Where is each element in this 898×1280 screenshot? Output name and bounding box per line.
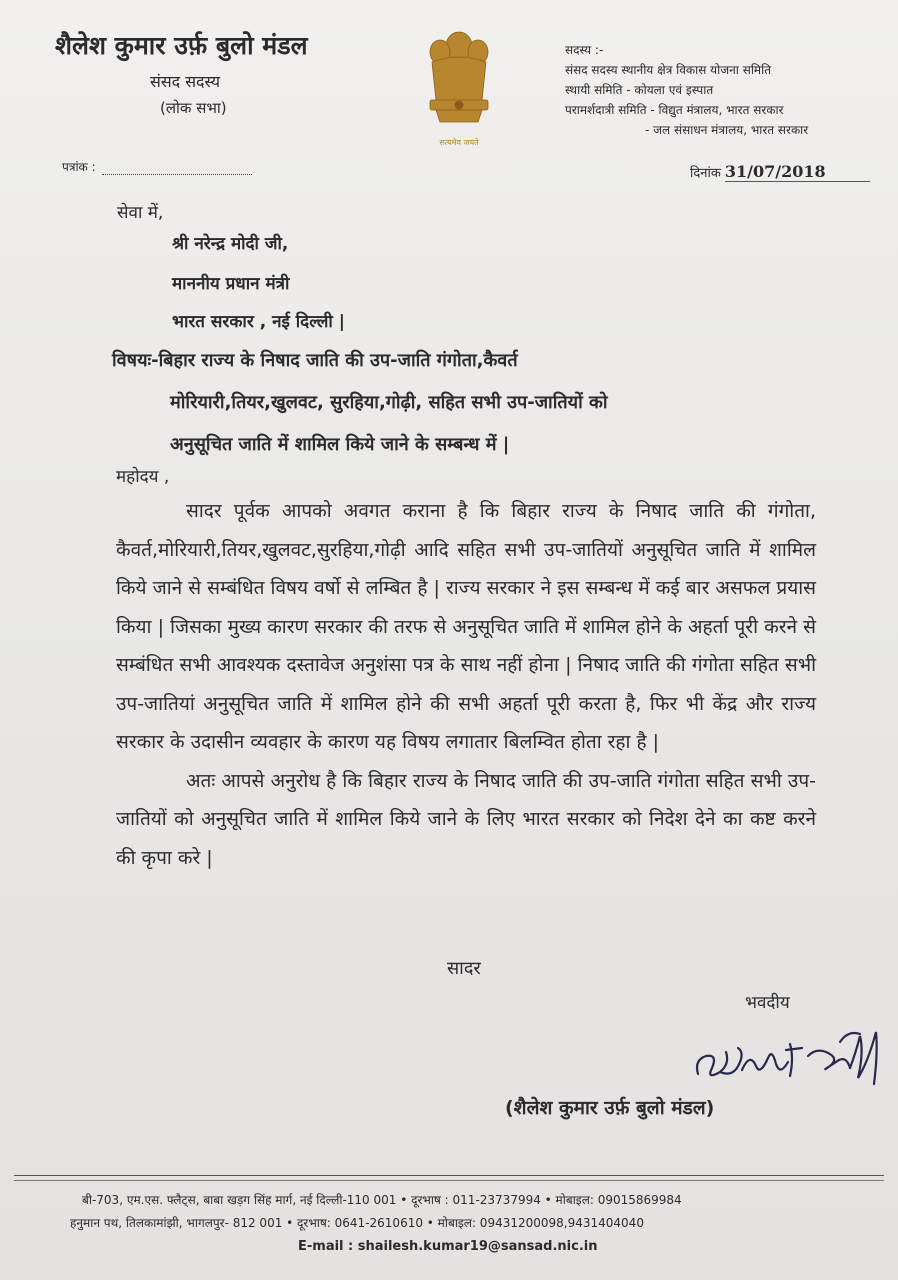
body-paragraph: अतः आपसे अनुरोध है कि बिहार राज्य के निषाद जाति की उप-जाति गंगोता सहित सभी उप-जातियों को अनुसूचित जाति में शामिल किये जाने के लिए भारत सरकार को निदेश देने का कष्ट करने की कृपा करे | — [116, 769, 816, 869]
subject-block — [112, 340, 812, 466]
emblem-caption: सत्यमेव जयते — [439, 138, 479, 147]
date-value: 31/07/2018 — [725, 162, 870, 182]
mp-designation: संसद सदस्य — [150, 72, 221, 91]
closing: सादर — [447, 958, 481, 979]
membership-item: स्थायी समिति - कोयला एवं इस्पात — [565, 83, 714, 97]
salutation: महोदय , — [116, 467, 170, 487]
reference-blank — [102, 174, 252, 175]
footer-divider — [14, 1180, 884, 1181]
subject-line: विषयः-बिहार राज्य के निषाद जाति की उप-जाति गंगोता,कैवर्त — [112, 350, 518, 371]
signature-image — [690, 1022, 885, 1097]
membership-item: - जल संसाधन मंत्रालय, भारत सरकार — [645, 123, 809, 137]
footer-divider — [14, 1175, 884, 1176]
signatory-name: (शैलेश कुमार उर्फ़ बुलो मंडल) — [505, 1097, 715, 1119]
letter-body — [116, 492, 816, 877]
addressee-line: भारत सरकार , नई दिल्ली | — [172, 312, 345, 332]
reference-number — [62, 158, 252, 175]
national-emblem-icon — [418, 22, 500, 152]
footer-address-delhi: बी-703, एम.एस. फ्लैट्स, बाबा खड़ग सिंह मार्ग, नई दिल्ली-110 001 • दूरभाष : 011-23737994 • मोबाइल: 09015869984 — [82, 1193, 682, 1207]
date-label: दिनांक — [690, 166, 721, 181]
body-paragraph: सादर पूर्वक आपको अवगत कराना है कि बिहार राज्य के निषाद जाति की गंगोता, कैवर्त,मोरियारी,तियर,खुलवट,सुरहिया,गोढ़ी आदि सहित सभी उप-जातियों अनुसूचित जाति में शामिल किये जाने से सम्बंधित विषय वर्षो से लम्बित है | राज्य सरकार ने इस सम्बन्ध में कई बार असफल प्रयास किया | जिसका मुख्य कारण सरकार की तरफ से अनुसूचित जाति में शामिल होने के अहर्ता पूरी करने से सम्बंधित सभी आवश्यक दस्तावेज अनुशंसा पत्र के साथ नहीं होना | निषाद जाति की गंगोता सहित सभी उप-जातियां अनुसूचित जाति में शामिल होने की सभी अहर्ता पूरी करता है, फिर भी केंद्र और राज्य सरकार के उदासीन व्यवहार के कारण यह विषय लगातार बिलम्वित होता रहा है | — [116, 500, 816, 753]
membership-item: संसद सदस्य स्थानीय क्षेत्र विकास योजना समिति — [565, 63, 772, 77]
members-title: सदस्य :- — [565, 43, 604, 57]
subject-line: मोरियारी,तियर,खुलवट, सुरहिया,गोढ़ी, सहित सभी उप-जातियों को — [170, 392, 608, 413]
mp-name-heading: शैलेश कुमार उर्फ़ बुलो मंडल — [55, 31, 308, 60]
footer-address-bhagalpur: हनुमान पथ, तिलकामांझी, भागलपुर- 812 001 • दूरभाष: 0641-2610610 • मोबाइल: 09431200098,9431404040 — [70, 1216, 644, 1230]
addressee-line: श्री नरेन्द्र मोदी जी, — [172, 234, 289, 254]
footer-email: E-mail : shailesh.kumar19@sansad.nic.in — [298, 1239, 598, 1254]
mp-house: (लोक सभा) — [160, 99, 227, 117]
addressee-line: माननीय प्रधान मंत्री — [172, 274, 290, 294]
yours-faithfully: भवदीय — [745, 993, 790, 1013]
memberships-block — [565, 40, 885, 140]
subject-line: अनुसूचित जाति में शामिल किये जाने के सम्बन्ध में | — [170, 434, 510, 455]
reference-label: पत्रांक : — [62, 160, 96, 174]
date-line — [690, 162, 870, 181]
salutation-to: सेवा में, — [117, 203, 164, 223]
membership-item: परामर्शदात्री समिति - विद्युत मंत्रालय, भारत सरकार — [565, 103, 784, 117]
